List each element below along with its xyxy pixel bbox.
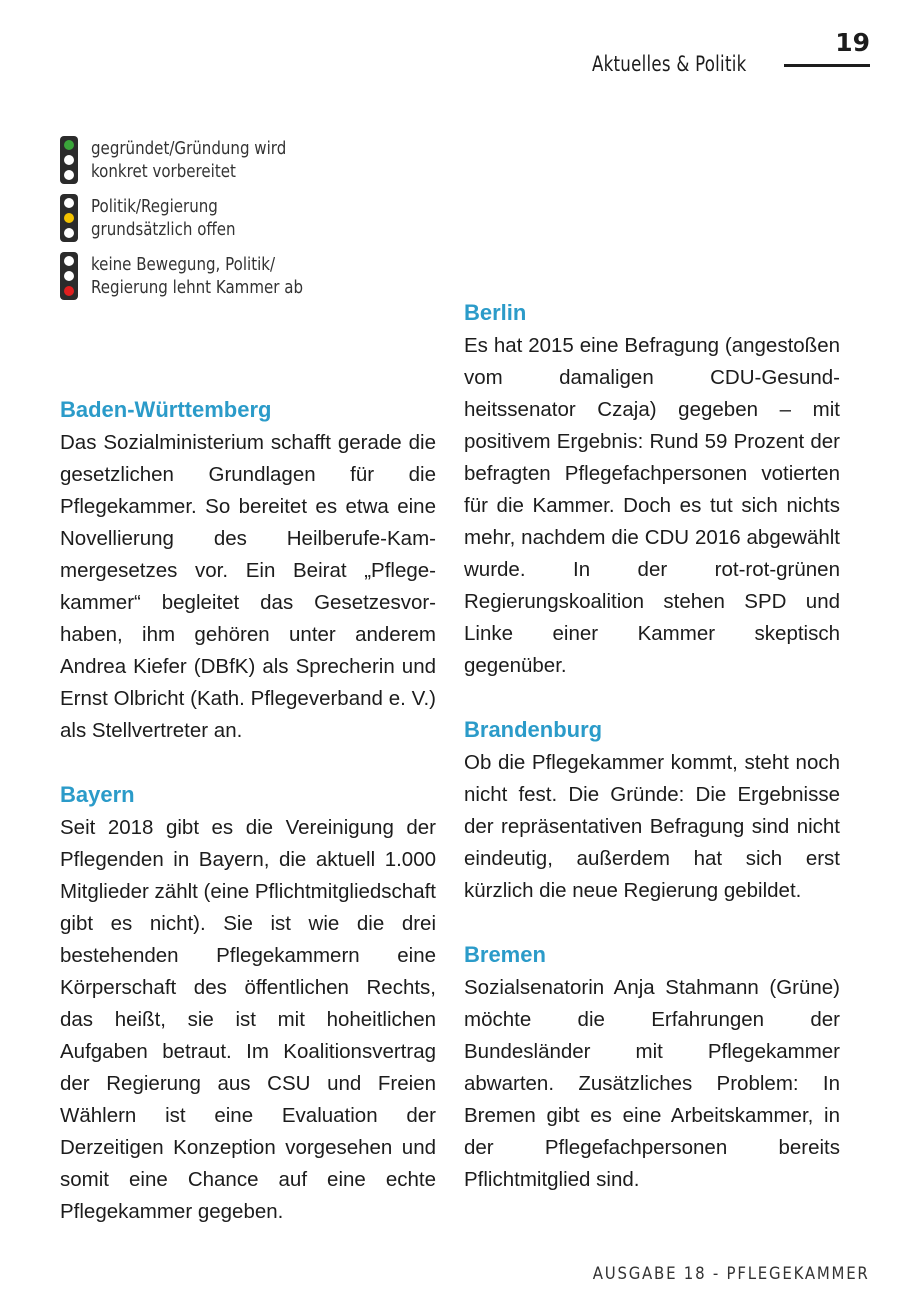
lamp-off-icon bbox=[64, 198, 74, 208]
left-column bbox=[60, 394, 436, 1260]
legend-item-red bbox=[60, 252, 390, 302]
legend-item-green bbox=[60, 136, 390, 186]
legend-label-line: gegründet/Gründung wird bbox=[91, 139, 287, 159]
article-body: Seit 2018 gibt es die Vereinigung der Pflegenden in Bayern, die aktuell 1.000 Mitglieder zählt (eine Pflichtmitgliedschaft gibt es nicht). Sie ist wie die drei bestehenden Pflegekammern eine Körperschaft des öffentlichen Rechts, das heißt, sie ist mit hoheitlichen Aufgaben betraut. Im Koalitionsvertrag der Regierung aus CSU und Freien Wählern ist eine Evaluation der Derzeitigen Konzeption vorgesehen und somit eine Chance auf eine echte Pflegekammer gegeben. bbox=[60, 816, 436, 1223]
green-lamp-icon bbox=[64, 140, 74, 150]
header-rule bbox=[784, 64, 870, 67]
section-title: Aktuelles & Politik bbox=[592, 52, 747, 76]
page-number: 19 bbox=[835, 28, 870, 57]
legend-label bbox=[91, 254, 303, 300]
legend-label-line: keine Bewegung, Politik/ bbox=[91, 255, 276, 275]
article-body: Sozialsenatorin Anja Stahmann (Grüne) möchte die Erfahrungen der Bundesländer mit Pflegekammer abwarten. Zusätzliches Problem: In Bremen gibt es eine Arbeitskammer, in der Pflegefachpersonen bereits Pflichtmitglied sind. bbox=[464, 976, 840, 1191]
right-column bbox=[464, 297, 840, 1228]
traffic-light-legend bbox=[60, 136, 390, 310]
lamp-off-icon bbox=[64, 170, 74, 180]
section-header bbox=[560, 50, 870, 80]
article-body: Es hat 2015 eine Befragung (angestoßen vom damaligen CDU-Gesundheitssenator Czaja) gegeben – mit positivem Ergebnis: Rund 59 Prozent der befragten Pflegefachpersonen votierten für die Kammer. Doch es tut sich nichts mehr, nachdem die CDU 2016 abgewählt wurde. In der rot-rot-grünen Regierungskoalition stehen SPD und Linke einer Kammer skeptisch gegenüber. bbox=[464, 334, 840, 677]
legend-label-line: Politik/Regierung bbox=[91, 197, 218, 217]
lamp-off-icon bbox=[64, 256, 74, 266]
lamp-off-icon bbox=[64, 155, 74, 165]
legend-label bbox=[91, 196, 236, 242]
legend-label-line: konkret vorbereitet bbox=[91, 162, 236, 182]
article-bremen bbox=[464, 939, 840, 1196]
article-bayern bbox=[60, 779, 436, 1228]
legend-item-yellow bbox=[60, 194, 390, 244]
article-heading: Berlin bbox=[464, 300, 527, 325]
traffic-light-green-icon bbox=[60, 136, 78, 184]
article-body: Ob die Pflegekammer kommt, steht noch nicht fest. Die Gründe: Die Ergebnisse der repräsentativen Befragung sind nicht eindeutig, außerdem hat sich erst kürzlich die neue Regierung gebildet. bbox=[464, 751, 840, 902]
article-berlin bbox=[464, 297, 840, 682]
article-heading: Bremen bbox=[464, 942, 546, 967]
traffic-light-yellow-icon bbox=[60, 194, 78, 242]
footer-issue-label: AUSGABE 18 - PFLEGEKAMMER bbox=[593, 1264, 870, 1284]
article-brandenburg bbox=[464, 714, 840, 907]
article-heading: Baden-Württemberg bbox=[60, 397, 272, 422]
legend-label-line: Regierung lehnt Kammer ab bbox=[91, 278, 304, 298]
article-heading: Bayern bbox=[60, 782, 135, 807]
legend-label-line: grundsätzlich offen bbox=[91, 220, 236, 240]
lamp-off-icon bbox=[64, 271, 74, 281]
red-lamp-icon bbox=[64, 286, 74, 296]
traffic-light-red-icon bbox=[60, 252, 78, 300]
lamp-off-icon bbox=[64, 228, 74, 238]
article-heading: Brandenburg bbox=[464, 717, 603, 742]
article-body: Das Sozialministerium schafft gerade die gesetzlichen Grundlagen für die Pflegekammer. So bereitet es etwa eine Novellierung des Heilberufe-Kammergesetzes vor. Ein Beirat „Pflegekammer“ begleitet das Gesetzesvorhaben, ihm gehören unter anderem Andrea Kiefer (DBfK) als Sprecherin und Ernst Olbricht (Kath. Pflegeverband e. V.) als Stellvertreter an. bbox=[60, 431, 436, 742]
legend-label bbox=[91, 138, 286, 184]
yellow-lamp-icon bbox=[64, 213, 74, 223]
article-baden-wuerttemberg bbox=[60, 394, 436, 747]
